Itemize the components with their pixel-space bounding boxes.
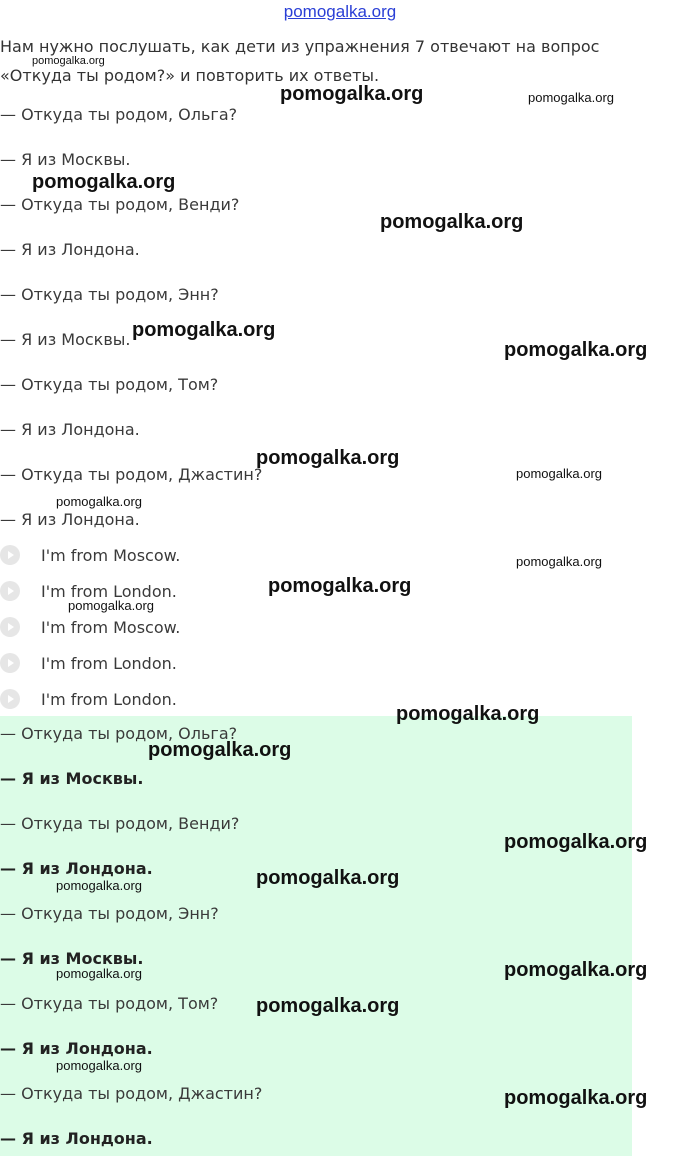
dialogue-line: — Откуда ты родом, Энн? (0, 285, 219, 304)
watermark: pomogalka.org (268, 575, 412, 597)
watermark: pomogalka.org (528, 90, 614, 105)
audio-text: I'm from Moscow. (41, 617, 181, 637)
play-icon[interactable] (0, 689, 20, 709)
site-header (0, 0, 680, 24)
dialogue-line: — Откуда ты родом, Ольга? (0, 105, 238, 124)
watermark: pomogalka.org (56, 1058, 142, 1073)
watermark: pomogalka.org (256, 995, 400, 1017)
answer-line: — Я из Лондона. (0, 859, 153, 878)
play-icon[interactable] (0, 653, 20, 673)
audio-item (0, 543, 180, 567)
answer-line: — Откуда ты родом, Ольга? (0, 724, 238, 743)
audio-item (0, 615, 180, 639)
site-link[interactable]: pomogalka.org (283, 2, 397, 21)
watermark: pomogalka.org (56, 494, 142, 509)
answer-line: — Я из Москвы. (0, 949, 144, 968)
audio-item (0, 687, 177, 711)
audio-text: I'm from London. (41, 581, 177, 601)
audio-text: I'm from Moscow. (41, 545, 181, 565)
watermark: pomogalka.org (32, 171, 176, 193)
dialogue-line: — Я из Москвы. (0, 150, 131, 169)
dialogue-line: — Я из Москвы. (0, 330, 131, 349)
watermark: pomogalka.org (516, 466, 602, 481)
watermark: pomogalka.org (504, 339, 648, 361)
watermark: pomogalka.org (516, 554, 602, 569)
answer-line: — Я из Лондона. (0, 1039, 153, 1058)
watermark: pomogalka.org (280, 83, 424, 105)
watermark: pomogalka.org (68, 598, 154, 613)
answer-line: — Откуда ты родом, Венди? (0, 814, 240, 833)
watermark: pomogalka.org (56, 878, 142, 893)
dialogue-line: — Откуда ты родом, Том? (0, 375, 219, 394)
play-icon[interactable] (0, 545, 20, 565)
dialogue-line: — Я из Лондона. (0, 240, 140, 259)
watermark: pomogalka.org (148, 739, 292, 761)
watermark: pomogalka.org (504, 959, 648, 981)
dialogue-line: — Откуда ты родом, Джастин? (0, 465, 263, 484)
answer-line: — Я из Лондона. (0, 1129, 153, 1148)
answer-line: — Я из Москвы. (0, 769, 144, 788)
watermark: pomogalka.org (396, 703, 540, 725)
dialogue-line: — Я из Лондона. (0, 420, 140, 439)
play-icon[interactable] (0, 617, 20, 637)
watermark: pomogalka.org (256, 447, 400, 469)
answer-line: — Откуда ты родом, Джастин? (0, 1084, 263, 1103)
watermark: pomogalka.org (132, 319, 276, 341)
play-icon[interactable] (0, 581, 20, 601)
dialogue-line: — Откуда ты родом, Венди? (0, 195, 240, 214)
watermark: pomogalka.org (504, 1087, 648, 1109)
watermark: pomogalka.org (256, 867, 400, 889)
audio-item (0, 651, 177, 675)
watermark: pomogalka.org (380, 211, 524, 233)
watermark: pomogalka.org (504, 831, 648, 853)
audio-text: I'm from London. (41, 653, 177, 673)
answer-line: — Откуда ты родом, Энн? (0, 904, 219, 923)
audio-text: I'm from London. (41, 689, 177, 709)
intro-text: Нам нужно послушать, как дети из упражнения 7 отвечают на вопрос «Откуда ты родом?» и повторить их ответы. (0, 37, 600, 85)
dialogue-line: — Я из Лондона. (0, 510, 140, 529)
answer-line: — Откуда ты родом, Том? (0, 994, 219, 1013)
watermark: pomogalka.org (32, 55, 105, 67)
watermark: pomogalka.org (56, 966, 142, 981)
